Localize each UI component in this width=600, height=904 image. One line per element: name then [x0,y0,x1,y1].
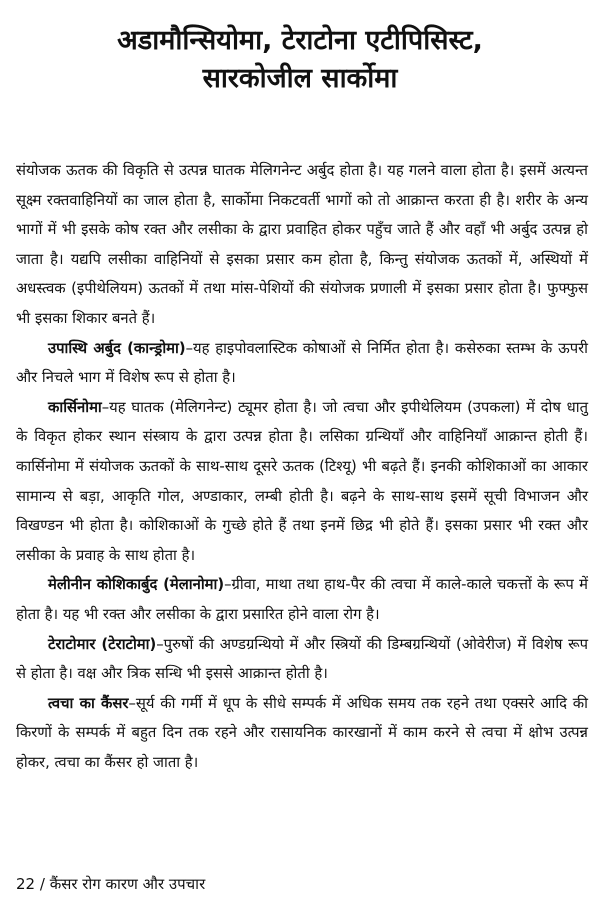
book-title: कैंसर रोग कारण और उपचार [49,875,206,893]
page-title [16,0,584,98]
body-text [16,156,588,777]
page-number: 22 [16,875,36,893]
paragraph-text: –पुरुषों की अण्डग्रन्थियो में और स्त्रियों की डिम्बग्रन्थियों (ओवेरीज) में विशेष रूप से होता है। वक्ष और त्रिक सन्धि भी इससे आक्रान्त होती है। [16,635,588,683]
paragraph-intro [16,156,588,334]
paragraph-term: मेलीनीन कोशिकार्बुद (मेलानोमा) [48,576,225,594]
paragraph-melanoma [16,570,588,629]
paragraph-text: संयोजक ऊतक की विकृति से उत्पन्न घातक मेलिगनेन्ट अर्बुद होता है। यह गलने वाला होता है। इसमें अत्यन्त सूक्ष्म रक्तवाहिनियों का जाल होता है, सार्कोमा निकटवर्ती भागों को तो आक्रान्त करता ही है। शरीर के अन्य भागों में भी इसके कोष रक्त और लसीका के द्वारा प्रवाहित होकर पहुँच जाते हैं और वहाँ भी अर्बुद उत्पन्न हो जाता है। यद्यपि लसीका वाहिनियों से इसका प्रसार कम होता है, किन्तु संयोजक ऊतकों में, अस्थियों में अधस्त्वक (इपीथेलियम) ऊतकों में तथा मांस-पेशियों की संयोजक प्रणाली में इसका प्रसार होता है। फुफ्फुस भी इसका शिकार बनते हैं। [16,162,588,327]
paragraph-term: उपास्थि अर्बुद (कान्ड्रोमा) [48,339,186,357]
paragraph-term: त्वचा का कैंसर [48,694,129,712]
paragraph-skin-cancer [16,689,588,778]
paragraph-term: कार्सिनोमा [48,398,102,416]
paragraph-term: टेराटोमार (टेराटोमा) [48,635,157,653]
page-footer [16,874,205,894]
title-line-1: अडामौन्सियोमा, टेराटोना एटीपिसिस्ट, [117,25,483,56]
paragraph-text: –यह घातक (मेलिगनेन्ट) ट्यूमर होता है। जो त्वचा और इपीथेलियम (उपकला) में दोष धातु के विकृत होकर स्थान संस्त्राय के द्वारा उत्पन्न होता है। लसिका ग्रन्थियाँ और वाहिनियाँ आक्रान्त होती हैं। कार्सिनोमा में संयोजक ऊतकों के साथ-साथ दूसरे ऊतक (टिश्यू) भी बढ़ते हैं। इनकी कोशिकाओं का आकार सामान्य से बड़ा, आकृति गोल, अण्डाकार, लम्बी होती है। बढ़ने के साथ-साथ इसमें सूची विभाजन और विखण्डन भी होता है। कोशिकाओं के गुच्छे होते हैं तथा इनमें छिद्र भी होते हैं। इसका प्रसार भी रक्त और लसीका के प्रवाह के साथ होता है। [16,398,588,564]
paragraph-text: –यह हाइपोवलास्टिक कोषाओं से निर्मित होता है। कसेरुका स्तम्भ के ऊपरी और निचले भाग में विशेष रूप से होता है। [16,339,588,387]
footer-separator: / [39,875,45,893]
title-line-2: सारकोजील सार्कोमा [202,63,398,94]
paragraph-teratoma [16,630,588,689]
paragraph-text: –ग्रीवा, माथा तथा हाथ-पैर की त्वचा में काले-काले चकत्तों के रूप में होता है। यह भी रक्त और लसीका के द्वारा प्रसारित होने वाला रोग है। [16,576,588,623]
paragraph-text: –सूर्य की गर्मी में धूप के सीधे सम्पर्क में अधिक समय तक रहने तथा एक्सरे आदि की किरणों के सम्पर्क में बहुत दिन तक रहने और रासायनिक कारखानों में काम करने से त्वचा में क्षोभ उत्पन्न होकर, त्वचा का कैंसर हो जाता है। [16,694,589,771]
paragraph-carcinoma [16,393,588,571]
paragraph-chondroma [16,334,588,393]
